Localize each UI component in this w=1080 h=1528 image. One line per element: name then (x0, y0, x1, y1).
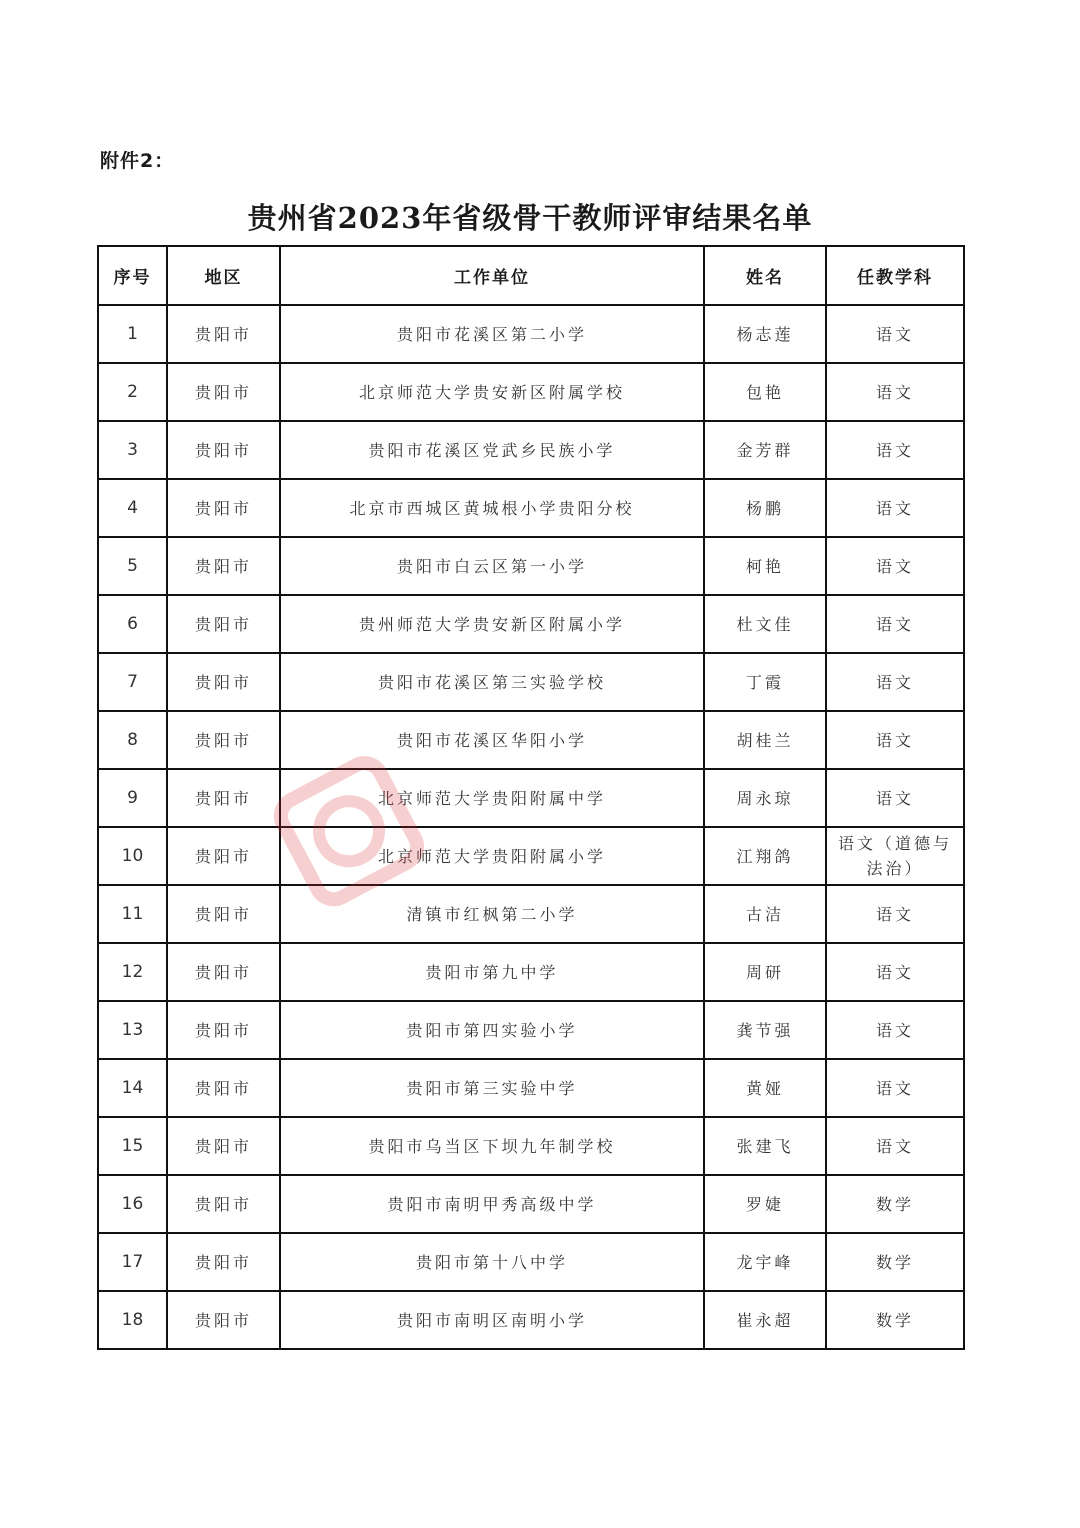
header-workplace: 工作单位 (280, 246, 704, 305)
header-subject: 任教学科 (826, 246, 964, 305)
serial-cell: 18 (98, 1291, 167, 1349)
serial-cell: 11 (98, 885, 167, 943)
region-cell: 贵阳市 (167, 711, 280, 769)
name-cell: 龚节强 (704, 1001, 826, 1059)
region-cell: 贵阳市 (167, 943, 280, 1001)
workplace-cell: 贵阳市花溪区党武乡民族小学 (280, 421, 704, 479)
region-cell: 贵阳市 (167, 769, 280, 827)
region-cell: 贵阳市 (167, 479, 280, 537)
table-row (98, 1175, 964, 1233)
name-cell: 古洁 (704, 885, 826, 943)
serial-cell: 9 (98, 769, 167, 827)
region-cell: 贵阳市 (167, 1233, 280, 1291)
table-row (98, 1291, 964, 1349)
table-row (98, 595, 964, 653)
serial-cell: 8 (98, 711, 167, 769)
document-title: 贵州省2023年省级骨干教师评审结果名单 (247, 201, 813, 235)
region-cell: 贵阳市 (167, 1117, 280, 1175)
table-row (98, 1117, 964, 1175)
table-header-row (98, 246, 964, 305)
table-row (98, 943, 964, 1001)
table-row (98, 769, 964, 827)
workplace-cell: 贵阳市南明区南明小学 (280, 1291, 704, 1349)
table-row (98, 827, 964, 885)
name-cell: 黄娅 (704, 1059, 826, 1117)
name-cell: 杨志莲 (704, 305, 826, 363)
subject-cell: 语文 (826, 1117, 964, 1175)
region-cell: 贵阳市 (167, 595, 280, 653)
table-row (98, 363, 964, 421)
region-cell: 贵阳市 (167, 1175, 280, 1233)
name-cell: 杜文佳 (704, 595, 826, 653)
header-region: 地区 (167, 246, 280, 305)
name-cell: 杨鹏 (704, 479, 826, 537)
name-cell: 胡桂兰 (704, 711, 826, 769)
teacher-roster-table (97, 245, 965, 1350)
workplace-cell: 贵阳市白云区第一小学 (280, 537, 704, 595)
workplace-cell: 贵阳市第三实验中学 (280, 1059, 704, 1117)
subject-cell: 语文 (826, 1059, 964, 1117)
subject-cell: 语文 (826, 885, 964, 943)
table-row (98, 1059, 964, 1117)
workplace-cell: 贵阳市花溪区第三实验学校 (280, 653, 704, 711)
workplace-cell: 贵阳市南明甲秀高级中学 (280, 1175, 704, 1233)
serial-cell: 1 (98, 305, 167, 363)
name-cell: 柯艳 (704, 537, 826, 595)
table-row (98, 711, 964, 769)
subject-cell: 语文 (826, 479, 964, 537)
header-serial: 序号 (98, 246, 167, 305)
workplace-cell: 贵阳市第十八中学 (280, 1233, 704, 1291)
subject-cell: 语文 (826, 537, 964, 595)
region-cell: 贵阳市 (167, 653, 280, 711)
table-row (98, 653, 964, 711)
workplace-cell: 清镇市红枫第二小学 (280, 885, 704, 943)
subject-cell: 语文 (826, 363, 964, 421)
table-row (98, 479, 964, 537)
name-cell: 崔永超 (704, 1291, 826, 1349)
region-cell: 贵阳市 (167, 305, 280, 363)
subject-cell: 语文 (826, 305, 964, 363)
subject-cell: 数学 (826, 1291, 964, 1349)
workplace-cell: 北京师范大学贵阳附属小学 (280, 827, 704, 885)
serial-cell: 4 (98, 479, 167, 537)
region-cell: 贵阳市 (167, 1001, 280, 1059)
subject-cell: 语文 (826, 943, 964, 1001)
subject-cell: 数学 (826, 1175, 964, 1233)
serial-cell: 3 (98, 421, 167, 479)
region-cell: 贵阳市 (167, 363, 280, 421)
name-cell: 周研 (704, 943, 826, 1001)
subject-cell: 语文 (826, 653, 964, 711)
serial-cell: 6 (98, 595, 167, 653)
region-cell: 贵阳市 (167, 1059, 280, 1117)
subject-cell: 语文 (826, 595, 964, 653)
serial-cell: 7 (98, 653, 167, 711)
subject-cell: 数学 (826, 1233, 964, 1291)
serial-cell: 13 (98, 1001, 167, 1059)
table-row (98, 885, 964, 943)
name-cell: 张建飞 (704, 1117, 826, 1175)
table-row (98, 1233, 964, 1291)
serial-cell: 2 (98, 363, 167, 421)
workplace-cell: 北京师范大学贵安新区附属学校 (280, 363, 704, 421)
workplace-cell: 贵阳市花溪区第二小学 (280, 305, 704, 363)
workplace-cell: 贵阳市第四实验小学 (280, 1001, 704, 1059)
table-row (98, 537, 964, 595)
name-cell: 丁霞 (704, 653, 826, 711)
subject-cell: 语文 (826, 1001, 964, 1059)
workplace-cell: 北京师范大学贵阳附属中学 (280, 769, 704, 827)
table-row (98, 1001, 964, 1059)
workplace-cell: 贵州师范大学贵安新区附属小学 (280, 595, 704, 653)
serial-cell: 15 (98, 1117, 167, 1175)
serial-cell: 16 (98, 1175, 167, 1233)
name-cell: 江翔鸽 (704, 827, 826, 885)
workplace-cell: 贵阳市花溪区华阳小学 (280, 711, 704, 769)
serial-cell: 17 (98, 1233, 167, 1291)
workplace-cell: 贵阳市乌当区下坝九年制学校 (280, 1117, 704, 1175)
subject-cell: 语文（道德与法治） (826, 827, 964, 885)
name-cell: 罗婕 (704, 1175, 826, 1233)
table-row (98, 421, 964, 479)
name-cell: 包艳 (704, 363, 826, 421)
workplace-cell: 贵阳市第九中学 (280, 943, 704, 1001)
subject-cell: 语文 (826, 421, 964, 479)
header-name: 姓名 (704, 246, 826, 305)
table-row (98, 305, 964, 363)
region-cell: 贵阳市 (167, 827, 280, 885)
workplace-cell: 北京市西城区黄城根小学贵阳分校 (280, 479, 704, 537)
serial-cell: 5 (98, 537, 167, 595)
name-cell: 周永琼 (704, 769, 826, 827)
serial-cell: 12 (98, 943, 167, 1001)
attachment-label: 附件2： (100, 150, 175, 172)
subject-cell: 语文 (826, 769, 964, 827)
region-cell: 贵阳市 (167, 421, 280, 479)
name-cell: 龙宇峰 (704, 1233, 826, 1291)
name-cell: 金芳群 (704, 421, 826, 479)
serial-cell: 14 (98, 1059, 167, 1117)
subject-cell: 语文 (826, 711, 964, 769)
serial-cell: 10 (98, 827, 167, 885)
region-cell: 贵阳市 (167, 537, 280, 595)
region-cell: 贵阳市 (167, 1291, 280, 1349)
region-cell: 贵阳市 (167, 885, 280, 943)
table-body (98, 305, 964, 1349)
